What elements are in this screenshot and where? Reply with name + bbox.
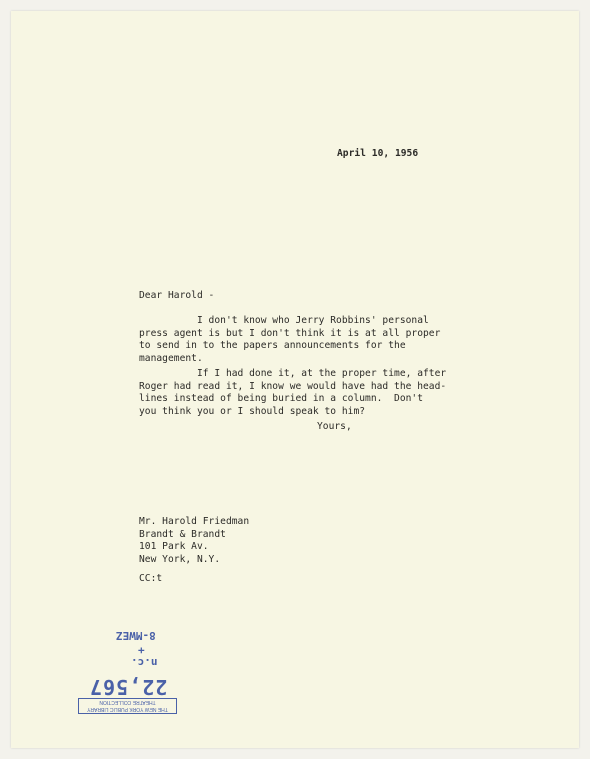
accession-number-stamp: 22,567 xyxy=(89,675,168,699)
letter-salutation: Dear Harold - xyxy=(139,290,215,301)
call-number-stamp: 8-MWEZ xyxy=(116,629,156,642)
letter-closing: Yours, xyxy=(317,421,352,432)
library-stamp-line-1: THE NEW YORK PUBLIC LIBRARY xyxy=(87,706,168,712)
recipient-address: Mr. Harold Friedman Brandt & Brandt 101 Park Av. New York, N.Y. xyxy=(139,516,250,565)
letter-paragraph-2: If I had done it, at the proper time, after Roger had read it, I know we would have had the head- lines instead of being buried in a column. Don't you think you or I should speak to him? xyxy=(139,368,447,417)
letter-paragraph-1: I don't know who Jerry Robbins' personal press agent is but I don't think it is at all proper to send in to the papers announcements for the management. xyxy=(139,315,441,364)
letter-date: April 10, 1956 xyxy=(337,148,419,159)
stamp-ac-mark: n.c. xyxy=(131,656,158,669)
library-stamp-line-2: THEATRE COLLECTION xyxy=(99,699,156,706)
stamp-plus-mark: + xyxy=(138,644,145,657)
cc-line: CC:t xyxy=(139,573,163,584)
library-collection-stamp xyxy=(78,698,177,714)
letter-page xyxy=(11,11,579,748)
